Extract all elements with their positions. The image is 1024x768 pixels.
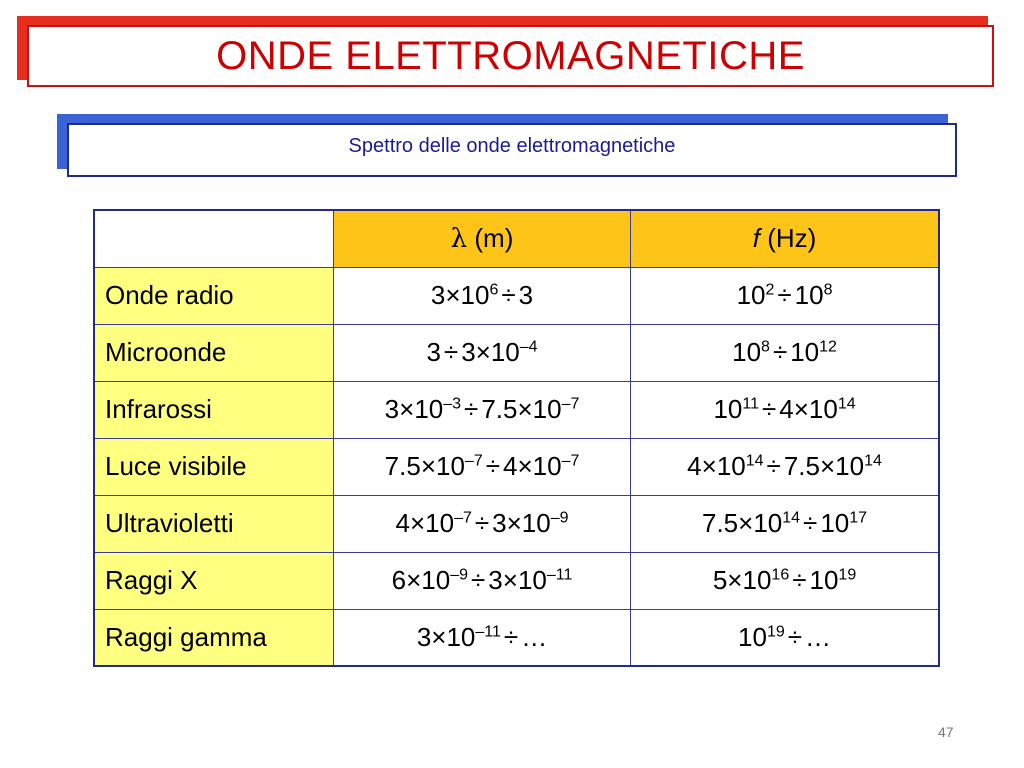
exponent: –7 (561, 395, 580, 413)
exponent: –7 (561, 452, 580, 470)
value-text: 5×10 (712, 565, 772, 595)
value-text: 7.5×10 (783, 451, 865, 481)
value-text: … (805, 621, 832, 652)
wavelength-range-cell (333, 609, 630, 666)
value-text: 10 (794, 280, 824, 310)
value-text: 10 (738, 621, 767, 652)
value-text: 4×10 (395, 508, 455, 538)
frequency-symbol: f (752, 223, 760, 254)
value-text: 3 (426, 337, 441, 367)
frequency-range-cell (631, 438, 939, 495)
value-text: 7.5×10 (481, 394, 562, 424)
exponent: 8 (761, 338, 770, 356)
divide-symbol: ÷ (772, 337, 788, 367)
value-text: 4×10 (779, 394, 838, 424)
table-row (94, 552, 939, 609)
divide-symbol: ÷ (464, 394, 479, 424)
table-header-row (94, 210, 939, 267)
divide-symbol: ÷ (485, 451, 500, 481)
subtitle: Spettro delle onde elettromagnetiche (348, 135, 676, 157)
divide-symbol: ÷ (766, 451, 781, 481)
divide-symbol: ÷ (787, 621, 803, 652)
value-text: 3×10 (488, 565, 547, 595)
value-text: 3×10 (416, 621, 476, 652)
divide-symbol: ÷ (761, 394, 777, 424)
table-row (94, 381, 939, 438)
band-name-cell: Raggi X (94, 552, 333, 609)
wavelength-range-cell (333, 324, 630, 381)
exponent: –11 (546, 566, 573, 584)
spectrum-table (93, 209, 940, 667)
table-row (94, 609, 939, 666)
exponent: –7 (454, 509, 472, 527)
table-row (94, 324, 939, 381)
exponent: 12 (819, 338, 837, 356)
exponent: 14 (745, 452, 764, 470)
value-text: 10 (809, 565, 839, 595)
value-text: 10 (790, 337, 820, 367)
value-text: 3×10 (384, 394, 444, 424)
frequency-range-cell (631, 267, 939, 324)
header-frequency (631, 210, 939, 267)
exponent: 8 (823, 281, 833, 299)
exponent: –7 (464, 452, 483, 470)
header-wavelength (333, 210, 630, 267)
divide-symbol: ÷ (474, 508, 490, 538)
value-text: 6×10 (391, 565, 451, 595)
table-row (94, 495, 939, 552)
divide-symbol: ÷ (501, 280, 516, 310)
lambda-symbol: λ (450, 224, 468, 255)
exponent: –11 (475, 623, 501, 641)
frequency-range-cell (631, 552, 939, 609)
subtitle-box (67, 123, 957, 177)
value-text: 3×10 (461, 337, 520, 367)
divide-symbol: ÷ (777, 280, 792, 310)
frequency-unit: (Hz) (767, 223, 817, 254)
exponent: 14 (837, 395, 856, 413)
value-text: 10 (820, 508, 850, 538)
band-name-cell: Raggi gamma (94, 609, 333, 666)
exponent: 2 (765, 281, 775, 299)
band-name-cell: Ultravioletti (94, 495, 333, 552)
exponent: 11 (742, 395, 759, 413)
value-text: 4×10 (503, 451, 562, 481)
value-text: 3×10 (430, 280, 490, 310)
title-box (27, 25, 994, 87)
page-title: ONDE ELETTROMAGNETICHE (216, 33, 805, 78)
frequency-range-cell (631, 324, 939, 381)
exponent: 14 (864, 452, 882, 470)
value-text: 7.5×10 (702, 508, 783, 538)
exponent: 19 (766, 623, 785, 641)
wavelength-range-cell (333, 438, 630, 495)
exponent: 19 (838, 566, 857, 584)
exponent: 6 (489, 281, 499, 299)
wavelength-unit: (m) (474, 223, 514, 254)
exponent: –9 (550, 509, 569, 527)
header-corner-cell (94, 210, 333, 267)
value-text: 10 (736, 280, 766, 310)
wavelength-range-cell (333, 495, 630, 552)
exponent: –3 (443, 395, 462, 413)
value-text: 4×10 (687, 451, 746, 481)
value-text: 7.5×10 (384, 451, 465, 481)
exponent: 16 (771, 566, 790, 584)
frequency-range-cell (631, 495, 939, 552)
band-name-cell: Onde radio (94, 267, 333, 324)
wavelength-range-cell (333, 267, 630, 324)
table-row (94, 267, 939, 324)
divide-symbol: ÷ (792, 565, 807, 595)
value-text: 10 (713, 394, 743, 424)
band-name-cell: Luce visibile (94, 438, 333, 495)
band-name-cell: Infrarossi (94, 381, 333, 438)
value-text: 10 (732, 337, 762, 367)
exponent: 17 (849, 509, 868, 527)
exponent: –9 (450, 566, 469, 584)
frequency-range-cell (631, 381, 939, 438)
divide-symbol: ÷ (803, 508, 818, 538)
value-text: 3 (518, 280, 534, 310)
table-row (94, 438, 939, 495)
divide-symbol: ÷ (503, 621, 519, 652)
divide-symbol: ÷ (443, 337, 459, 367)
wavelength-range-cell (333, 552, 630, 609)
exponent: 14 (782, 509, 801, 527)
wavelength-range-cell (333, 381, 630, 438)
band-name-cell: Microonde (94, 324, 333, 381)
exponent: –4 (519, 338, 538, 356)
value-text: 3×10 (492, 508, 551, 538)
value-text: … (521, 621, 548, 652)
page-number: 47 (938, 724, 954, 740)
frequency-range-cell (631, 609, 939, 666)
divide-symbol: ÷ (471, 565, 486, 595)
